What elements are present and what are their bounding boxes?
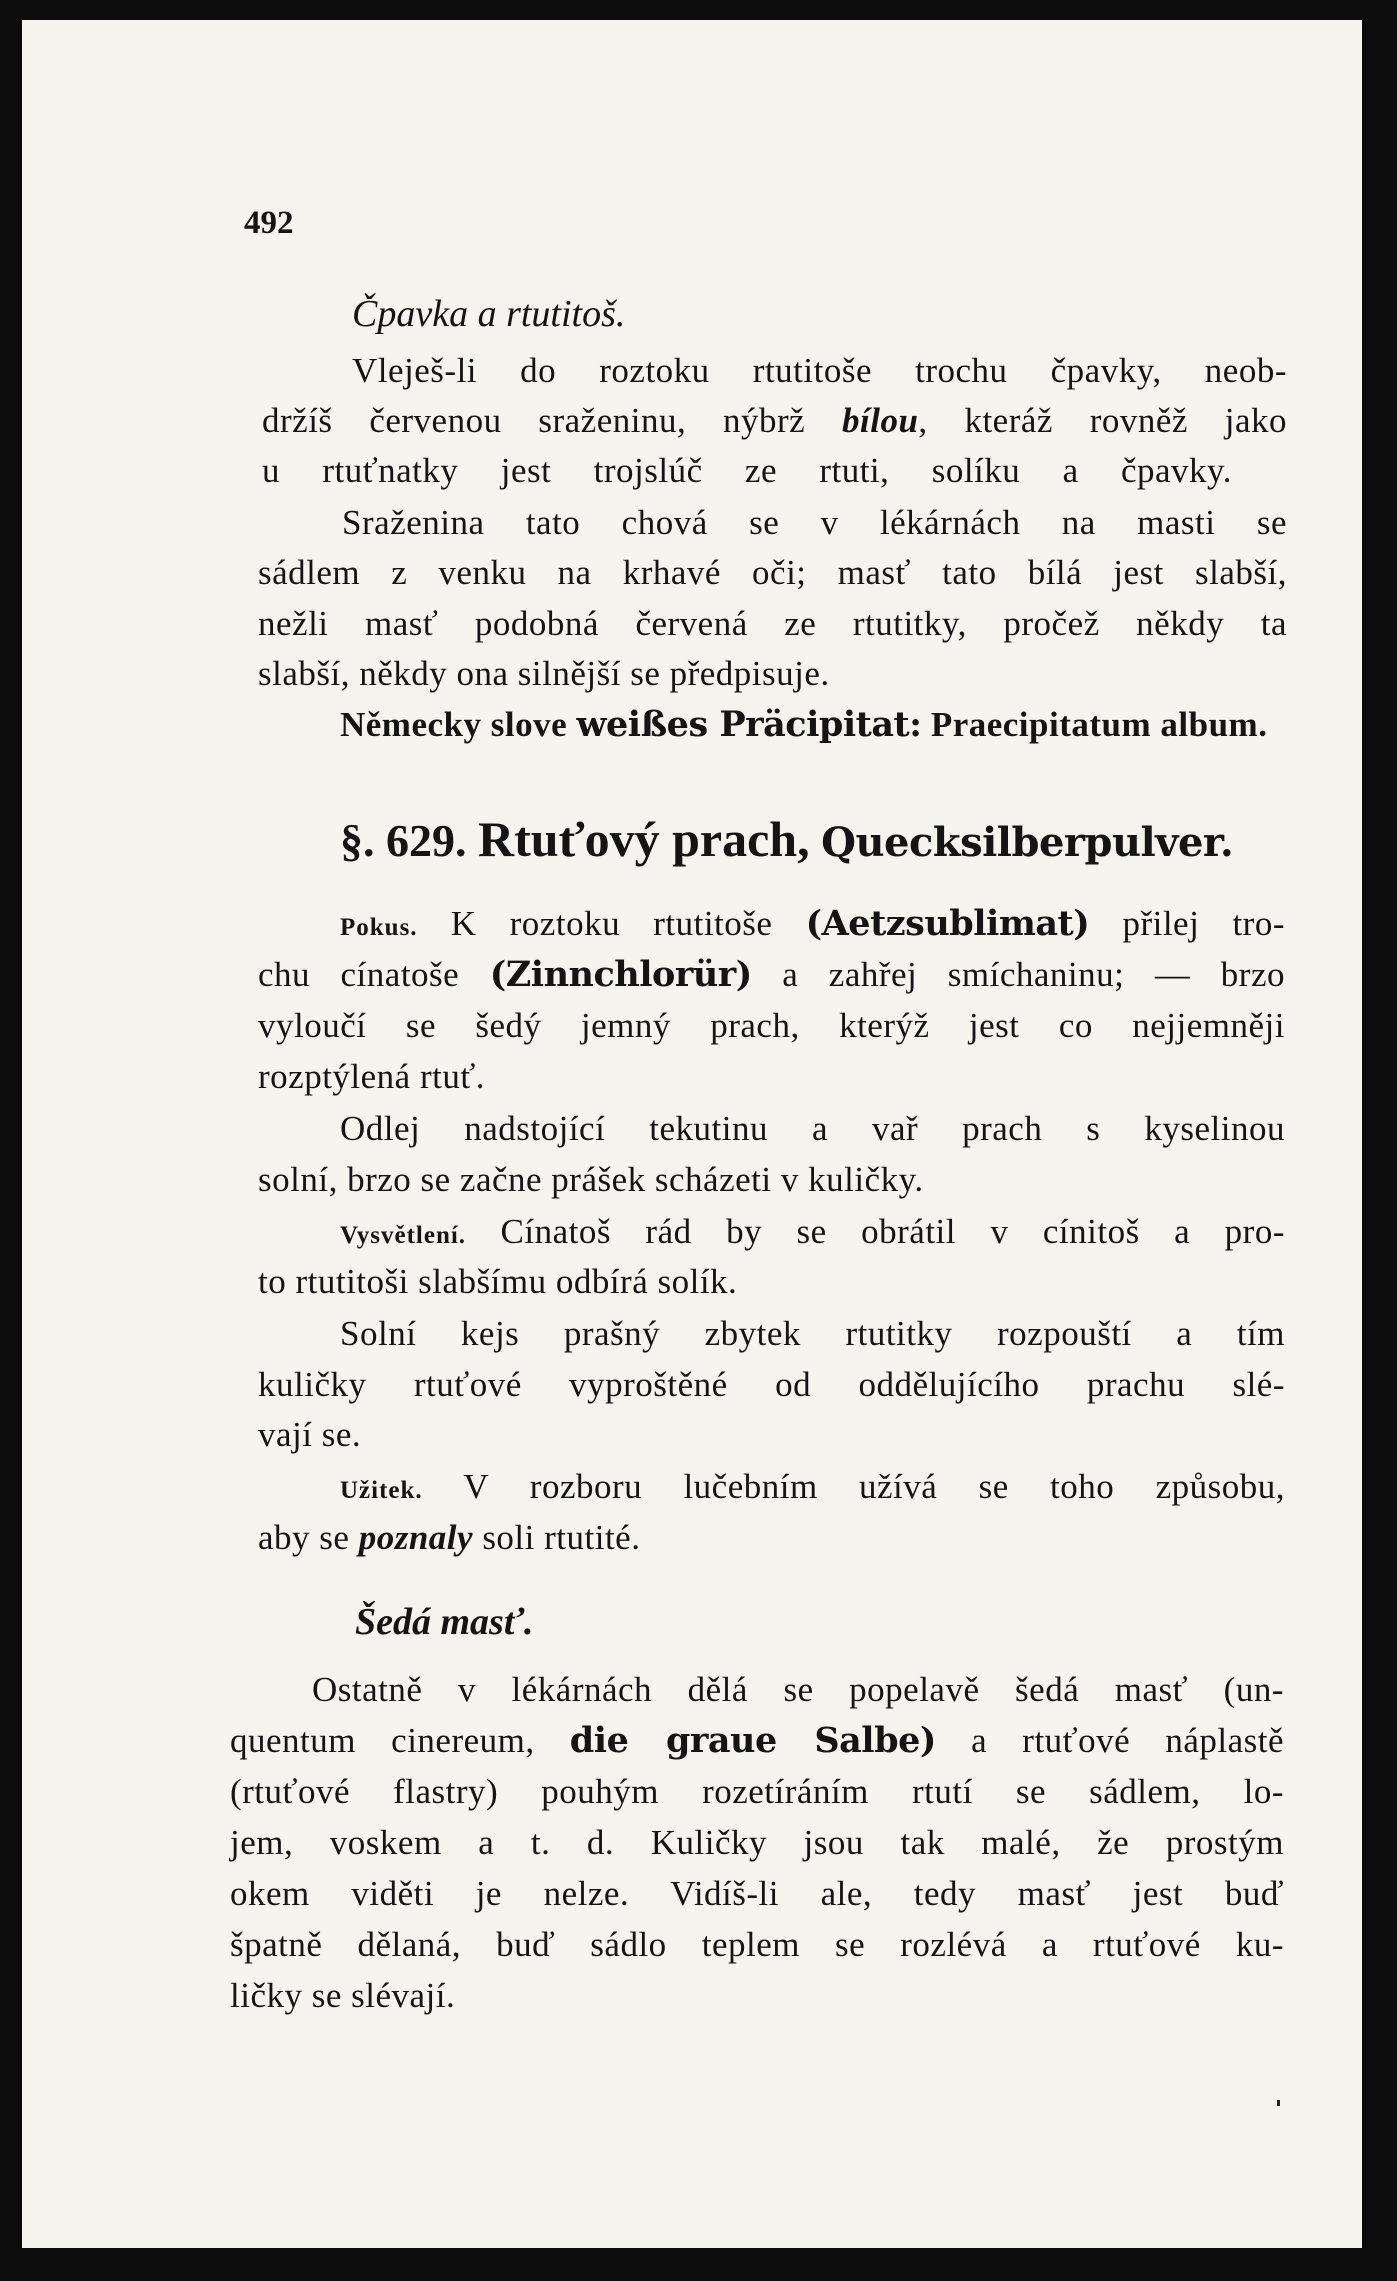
text-line: držíš červenou sraženinu, nýbrž bílou, kteráž rovněž jako [262, 401, 1288, 440]
uzitek-line-1: Užitek. V rozboru lučebním užívá se toho způsobu, [340, 1467, 1285, 1506]
text-line: quentum cinereum, die graue Salbe) a rtuťové náplastě [230, 1720, 1284, 1761]
text-line: jem, voskem a t. d. Kuličky jsou tak malé, že prostým [230, 1823, 1284, 1862]
pokus-line-1: Pokus. K roztoku rtutitoše (Aetzsublimat) přilej tro- [340, 903, 1285, 944]
pokus-label: Pokus. [340, 914, 418, 941]
section-heading-seda-mast: Šedá masť. [355, 1601, 534, 1643]
text-line: rozptýlená rtuť. [258, 1057, 486, 1096]
text-line: Solní kejs prašný zbytek rtutitky rozpouští a tím [340, 1314, 1285, 1353]
text-line: slabší, někdy ona silnější se předpisuje. [258, 654, 830, 693]
uzitek-label: Užitek. [340, 1477, 423, 1504]
vysvetleni-line-1: Vysvětlení. Cínatoš rád by se obrátil v cínitoš a pro- [340, 1212, 1285, 1251]
text-line: sádlem z venku na krhavé oči; masť tato bílá jest slabší, [258, 553, 1287, 592]
text-line: nežli masť podobná červená ze rtutitky, pročež někdy ta [258, 604, 1287, 643]
text-line: aby se poznaly soli rtutité. [258, 1518, 641, 1557]
book-page [22, 20, 1362, 2248]
text-line: Vleješ-li do roztoku rtutitoše trochu čpavky, neob- [352, 351, 1287, 390]
section-heading-cpavka: Čpavka a rtutitoš. [352, 293, 626, 335]
text-line: chu cínatoše (Zinnchlorür) a zahřej smíchaninu; — brzo [258, 954, 1285, 995]
text-line: Odlej nadstojící tekutinu a vař prach s kyselinou [340, 1109, 1285, 1148]
text-line: ličky se slévají. [230, 1976, 456, 2015]
text-line: u rtuťnatky jest trojslúč ze rtuti, solíku a čpavky. [262, 451, 1232, 490]
german-term-line: Německy slove weißes Präcipitat: Praecipitatum album. [340, 704, 1268, 745]
text-line: (rtuťové flastry) pouhým rozetíráním rtutí se sádlem, lo- [230, 1772, 1284, 1811]
text-line: Sraženina tato chová se v lékárnách na masti se [342, 503, 1287, 542]
text-line: Ostatně v lékárnách dělá se popelavě šedá masť (un- [312, 1670, 1284, 1709]
text-line: vají se. [258, 1415, 362, 1454]
speck [1277, 2100, 1280, 2106]
text-line: solní, brzo se začne prášek scházeti v kuličky. [258, 1160, 924, 1199]
text-line: vyloučí se šedý jemný prach, kterýž jest co nejjemněji [258, 1006, 1285, 1045]
vysvetleni-label: Vysvětlení. [340, 1222, 467, 1249]
page-number: 492 [244, 205, 294, 241]
text-line: to rtutitoši slabšímu odbírá solík. [258, 1262, 738, 1301]
text-line: špatně dělaná, buď sádlo teplem se rozlévá a rtuťové ku- [230, 1925, 1284, 1964]
text-line: kuličky rtuťové vyproštěné od oddělujícího prachu slé- [258, 1365, 1285, 1404]
section-629-title: §. 629. Rtuťový prach, Quecksilberpulver. [340, 811, 1234, 867]
text-line: okem viděti je nelze. Vidíš-li ale, tedy masť jest buď [230, 1874, 1284, 1913]
